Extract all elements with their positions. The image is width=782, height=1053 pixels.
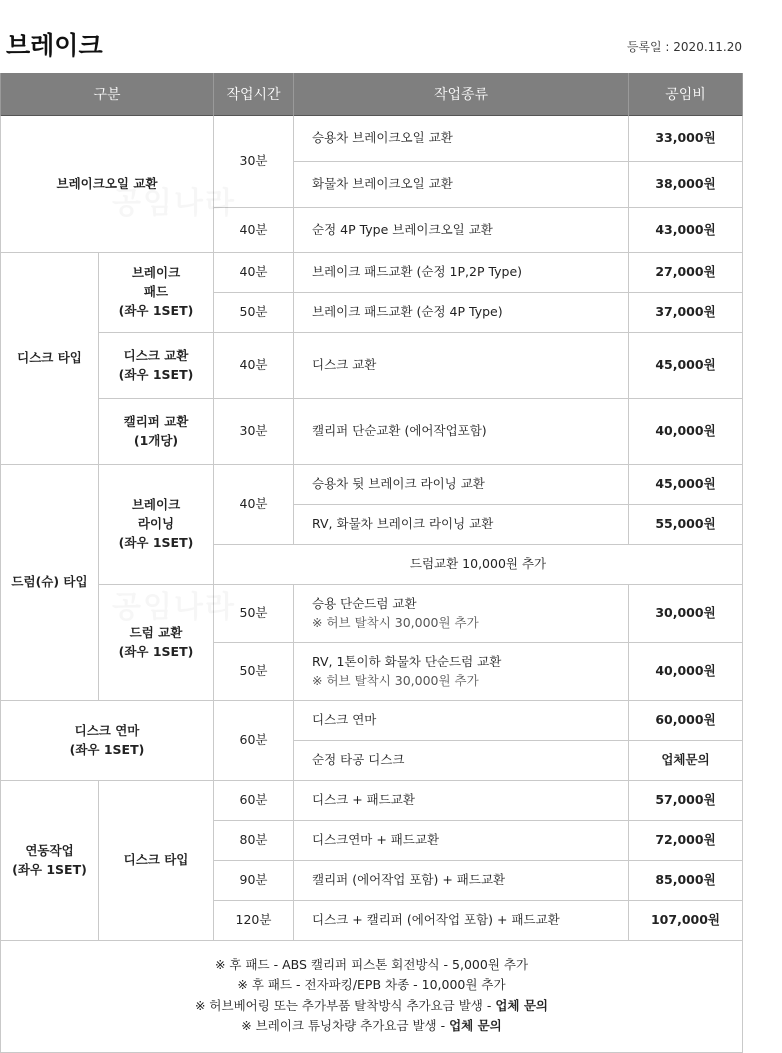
footnotes-row <box>1 941 743 1053</box>
table-row <box>1 253 743 293</box>
price: 40,000원 <box>629 643 743 701</box>
work-type: 디스크 연마 <box>294 701 629 741</box>
work-type-main: 승용 단순드럼 교환 <box>312 595 417 611</box>
price: 27,000원 <box>629 253 743 293</box>
table-row <box>1 781 743 821</box>
work-time: 50분 <box>214 293 294 333</box>
category-disc-polish: 디스크 연마 (좌우 1SET) <box>1 701 214 781</box>
work-time: 30분 <box>214 116 294 208</box>
work-time: 40분 <box>214 253 294 293</box>
work-type-note: ※ 허브 탈착시 30,000원 추가 <box>312 672 479 688</box>
price: 72,000원 <box>629 821 743 861</box>
registration-date: 등록일 : 2020.11.20 <box>626 40 742 54</box>
footnote-emphasis: 업체 문의 <box>495 997 548 1013</box>
footnote-text: ※ 허브베어링 또는 추가부품 탈착방식 추가요금 발생 - <box>194 997 496 1013</box>
table-row <box>1 585 743 643</box>
column-header-time: 작업시간 <box>214 73 294 116</box>
price: 38,000원 <box>629 162 743 208</box>
subcategory-disc-type: 디스크 타입 <box>99 781 214 941</box>
price: 43,000원 <box>629 208 743 253</box>
work-type: 순정 타공 디스크 <box>294 741 629 781</box>
work-type: 승용차 브레이크오일 교환 <box>294 116 629 162</box>
work-type <box>294 585 629 643</box>
footnotes <box>1 941 743 1053</box>
work-type: 승용차 뒷 브레이크 라이닝 교환 <box>294 465 629 505</box>
work-type-main: RV, 1톤이하 화물차 단순드럼 교환 <box>312 653 502 669</box>
work-type: 디스크연마 + 패드교환 <box>294 821 629 861</box>
column-header-category: 구분 <box>1 73 214 116</box>
column-header-work-type: 작업종류 <box>294 73 629 116</box>
table-row <box>1 701 743 741</box>
work-type-note: ※ 허브 탈착시 30,000원 추가 <box>312 614 479 630</box>
subcategory-drum-replace: 드럼 교환 (좌우 1SET) <box>99 585 214 701</box>
column-header-price: 공임비 <box>629 73 743 116</box>
table-row <box>1 465 743 505</box>
work-time: 60분 <box>214 701 294 781</box>
work-type: 순정 4P Type 브레이크오일 교환 <box>294 208 629 253</box>
subcategory-disc-replace: 디스크 교환 (좌우 1SET) <box>99 333 214 399</box>
footnote-emphasis: 업체 문의 <box>449 1017 502 1033</box>
price: 60,000원 <box>629 701 743 741</box>
price: 33,000원 <box>629 116 743 162</box>
subcategory-caliper-replace: 캘리퍼 교환 (1개당) <box>99 399 214 465</box>
work-type: 디스크 + 패드교환 <box>294 781 629 821</box>
labor-cost-table <box>0 73 743 1053</box>
work-time: 40분 <box>214 208 294 253</box>
category-disc-type: 디스크 타입 <box>1 253 99 465</box>
work-time: 120분 <box>214 901 294 941</box>
subcategory-brake-pad: 브레이크 패드 (좌우 1SET) <box>99 253 214 333</box>
table-header-row <box>1 73 743 116</box>
work-type: 브레이크 패드교환 (순정 4P Type) <box>294 293 629 333</box>
work-type <box>294 643 629 701</box>
category-combined-work: 연동작업 (좌우 1SET) <box>1 781 99 941</box>
table-row <box>1 333 743 399</box>
work-time: 50분 <box>214 585 294 643</box>
table-row <box>1 116 743 162</box>
work-time: 40분 <box>214 465 294 545</box>
work-time: 60분 <box>214 781 294 821</box>
price: 37,000원 <box>629 293 743 333</box>
work-time: 30분 <box>214 399 294 465</box>
price: 30,000원 <box>629 585 743 643</box>
work-type: 디스크 + 캘리퍼 (에어작업 포함) + 패드교환 <box>294 901 629 941</box>
table-row <box>1 399 743 465</box>
subcategory-brake-lining: 브레이크 라이닝 (좌우 1SET) <box>99 465 214 585</box>
price: 45,000원 <box>629 465 743 505</box>
work-type: 화물차 브레이크오일 교환 <box>294 162 629 208</box>
work-type: RV, 화물차 브레이크 라이닝 교환 <box>294 505 629 545</box>
work-time: 90분 <box>214 861 294 901</box>
price: 57,000원 <box>629 781 743 821</box>
category-drum-type: 드럼(슈) 타입 <box>1 465 99 701</box>
work-type: 디스크 교환 <box>294 333 629 399</box>
footnote-line: ※ 후 패드 - 전자파킹/EPB 차종 - 10,000원 추가 <box>237 977 506 993</box>
footnote-line <box>1 1016 742 1036</box>
surcharge-note: 드럼교환 10,000원 추가 <box>214 545 743 585</box>
price: 40,000원 <box>629 399 743 465</box>
work-time: 40분 <box>214 333 294 399</box>
page-title: 브레이크 <box>6 31 103 60</box>
work-time: 80분 <box>214 821 294 861</box>
price: 업체문의 <box>629 741 743 781</box>
price: 85,000원 <box>629 861 743 901</box>
footnote-text: ※ 브레이크 튜닝차량 추가요금 발생 - <box>241 1017 450 1033</box>
price: 107,000원 <box>629 901 743 941</box>
work-time: 50분 <box>214 643 294 701</box>
work-type: 캘리퍼 단순교환 (에어작업포함) <box>294 399 629 465</box>
price: 55,000원 <box>629 505 743 545</box>
price: 45,000원 <box>629 333 743 399</box>
category-brake-oil: 브레이크오일 교환 <box>1 116 214 253</box>
footnote-line <box>1 996 742 1016</box>
work-type: 브레이크 패드교환 (순정 1P,2P Type) <box>294 253 629 293</box>
footnote-line: ※ 후 패드 - ABS 캘리퍼 피스톤 회전방식 - 5,000원 추가 <box>214 957 529 972</box>
work-type: 캘리퍼 (에어작업 포함) + 패드교환 <box>294 861 629 901</box>
